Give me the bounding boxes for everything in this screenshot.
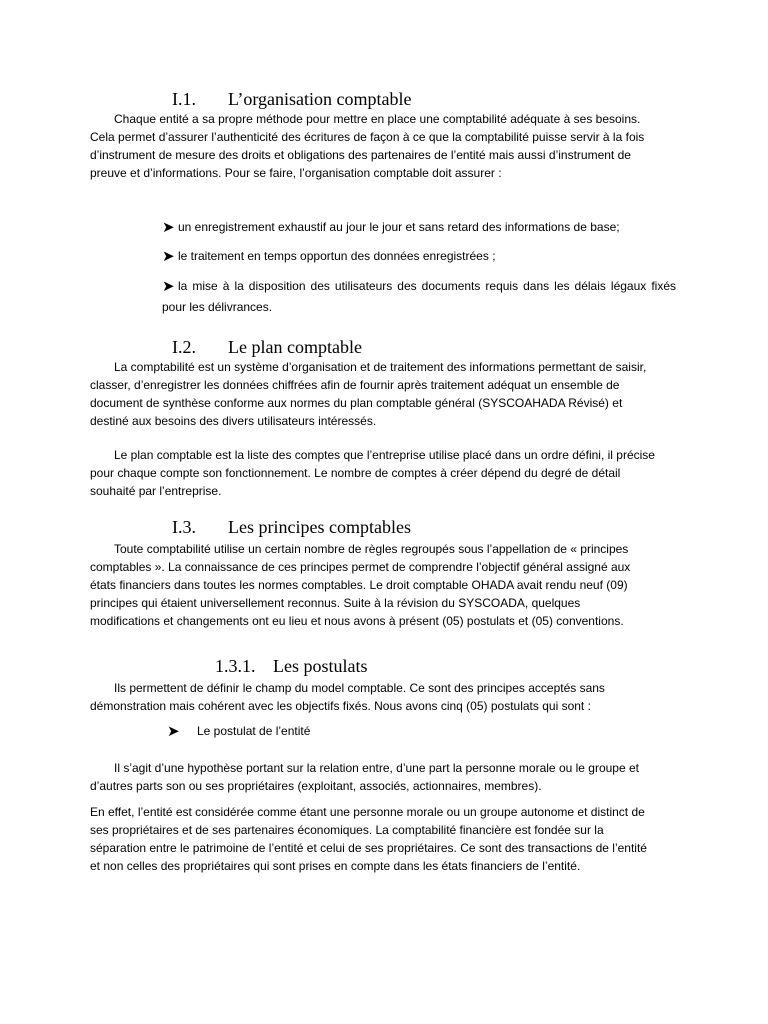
bullet-item [167, 721, 467, 742]
paragraph: La comptabilité est un système d’organisation et de traitement des informations permettant de saisir, classer, d’enregistrer les données chiffrées afin de fournir après traitement adéquat un ensemble de document de synthèse conforme aux normes du plan comptable général (SYSCOAHADA Révisé) et destiné aux besoins des divers utilisateurs intéressés. [90, 360, 647, 428]
subsection-heading [215, 656, 368, 677]
paragraph: Il s’agit d’une hypothèse portant sur la relation entre, d’une part la personne morale ou le groupe et d’autres parts son ou ses propriétaires (exploitant, associés, actionnaires, membres). [90, 761, 639, 793]
section-number: I.3. [172, 517, 196, 537]
bullet-text: Le postulat de l’entité [197, 724, 311, 738]
section-heading-1 [172, 89, 411, 110]
paragraph: Le plan comptable est la liste des comptes que l’entreprise utilise placé dans un ordre défini, il précise pour chaque compte son fonctionnement. Le nombre de comptes à créer dépend du degré de détail souhaité par l’entreprise. [90, 448, 655, 498]
paragraph: Chaque entité a sa propre méthode pour mettre en place une comptabilité adéquate à ses besoins. Cela permet d’assurer l’authenticité des écritures de façon à ce que la comptabilité puisse servir à la fois d’instrument de mesure des droits et obligations des partenaires de l’entité mais aussi d’instrument de preuve et d’informations. Pour se faire, l’organisation comptable doit assurer : [90, 112, 645, 180]
bullet-text: le traitement en temps opportun des données enregistrées ; [178, 249, 496, 263]
section-title: Les postulats [273, 656, 368, 676]
paragraph: Ils permettent de définir le champ du model comptable. Ce sont des principes acceptés sans démonstration mais cohérent avec les objectifs fixés. Nous avons cinq (05) postulats qui sont : [90, 681, 605, 713]
bullet-item [162, 217, 682, 238]
arrowhead-bullet-icon: ➤ [162, 219, 175, 236]
section-number: 1.3.1. [215, 656, 256, 676]
bullet-text: un enregistrement exhaustif au jour le jour et sans retard des informations de base; [178, 220, 620, 234]
section-heading-3 [172, 517, 411, 538]
arrowhead-bullet-icon: ➤ [162, 248, 175, 265]
section-heading-2 [172, 337, 362, 358]
arrowhead-bullet-icon: ➤ [167, 723, 180, 740]
section-title: L’organisation comptable [228, 89, 412, 109]
bullet-item [162, 246, 682, 267]
section-title: Le plan comptable [228, 337, 362, 357]
bullet-item [162, 276, 676, 317]
paragraph: En effet, l’entité est considérée comme étant une personne morale ou un groupe autonome et distinct de ses propriétaires et de ses partenaires économiques. La comptabilité financière est fondée sur la séparation entre le patrimoine de l’entité et celui de ses propriétaires. Ce sont des transactions de l’entité et non celles des propriétaires qui sont prises en compte dans les états financiers de l’entité. [90, 805, 647, 873]
paragraph: Toute comptabilité utilise un certain nombre de règles regroupés sous l’appellation de « principes comptables ». La connaissance de ces principes permet de comprendre l’objectif général assigné aux états financiers dans toutes les normes comptables. Le droit comptable OHADA avait rendu neuf (09) principes qui étaient universellement reconnus. Suite à la révision du SYSCOADA, quelques modifications et changements ont eu lieu et nous avons à présent (05) postulats et (05) conventions. [90, 542, 631, 628]
bullet-text: la mise à la disposition des utilisateurs des documents requis dans les délais légaux fixés pour les délivrances. [162, 279, 676, 314]
section-number: I.1. [172, 89, 196, 109]
arrowhead-bullet-icon: ➤ [162, 278, 175, 295]
section-number: I.2. [172, 337, 196, 357]
section-title: Les principes comptables [228, 517, 411, 537]
